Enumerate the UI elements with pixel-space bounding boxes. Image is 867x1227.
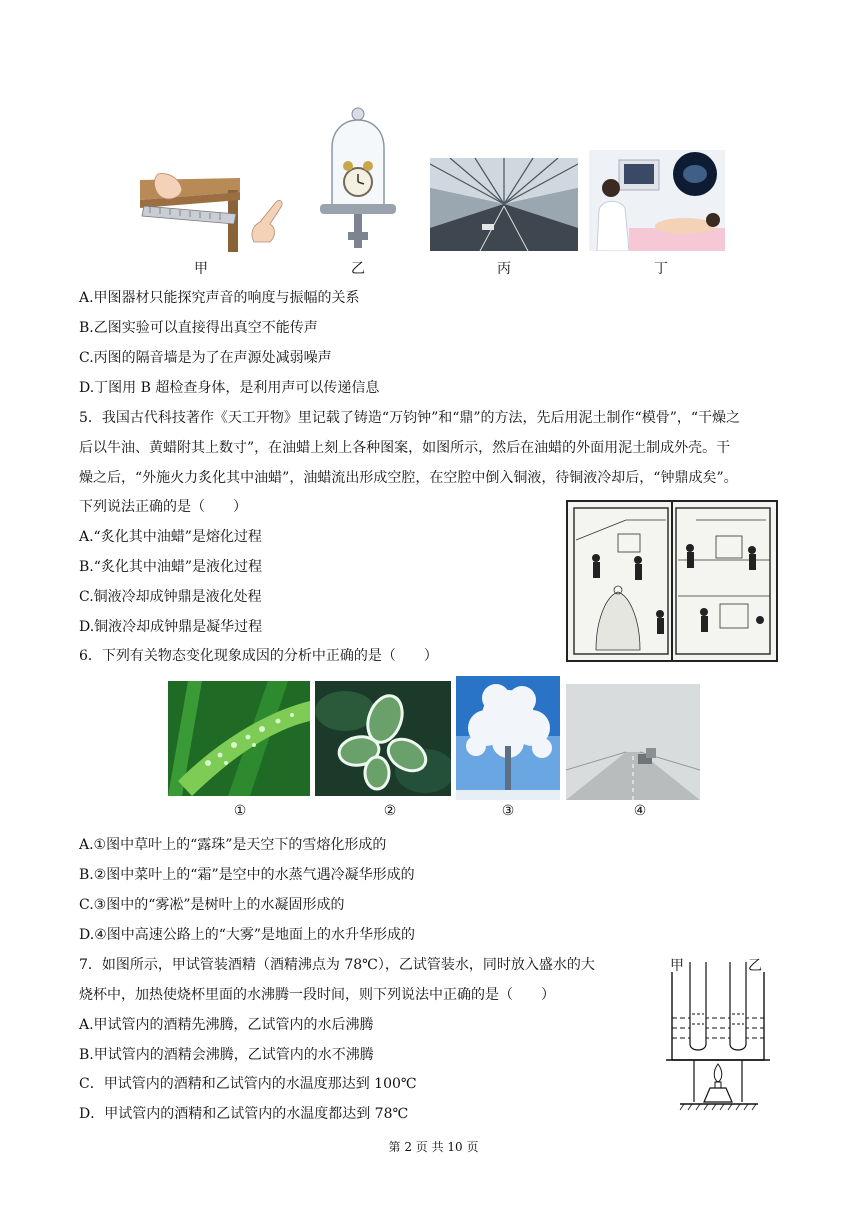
figure-caption: ③ <box>501 803 515 819</box>
q5-stem-line: 后以牛油、黄蜡附其上数寸”，在油蜡上刻上各种图案，如图所示，然后在油蜡的外面用泥土制成外壳。干 <box>79 440 731 456</box>
tube-label-jia: 甲 <box>670 958 684 974</box>
figure-caption: 丁 <box>654 261 668 277</box>
highway-fog-photo <box>566 684 700 800</box>
q5-option-d: D.铜液冷却成钟鼎是凝华过程 <box>79 619 263 635</box>
q6-option-c: C.③图中的“雾凇”是树叶上的水凝固形成的 <box>79 897 345 913</box>
q7-stem-line: 7．如图所示，甲试管装酒精（酒精沸点为 78℃），乙试管装水，同时放入盛水的大 <box>79 957 595 973</box>
figure-caption: ① <box>233 803 247 819</box>
figure-caption: ② <box>383 803 397 819</box>
tiangong-kaiwu-woodcut <box>566 500 778 662</box>
q5-stem-line: 燥之后，“外施火力炙化其中油蜡”，油蜡流出形成空腔，在空腔中倒入铜液，待铜液冷却后，“钟鼎成矣”。 <box>79 470 738 486</box>
q5-stem-line: 5．我国古代科技著作《天工开物》里记载了铸造“万钧钟”和“鼎”的方法，先后用泥土制作“模骨”，“干燥之 <box>79 410 741 426</box>
q4-option-d: D.丁图用 B 超检查身体，是利用声可以传递信息 <box>79 380 380 396</box>
q4-option-a: A.甲图器材只能探究声音的响度与振幅的关系 <box>79 290 360 306</box>
q7-stem-line: 烧杯中，加热使烧杯里面的水沸腾一段时间，则下列说法中正确的是（ ） <box>79 987 555 1003</box>
q5-option-a: A.“炙化其中油蜡”是熔化过程 <box>79 529 262 545</box>
rime-tree-photo <box>456 676 560 800</box>
q7-option-a: A.甲试管内的酒精先沸腾，乙试管内的水后沸腾 <box>79 1017 374 1033</box>
b-ultrasound-photo <box>589 150 725 251</box>
q7-option-d: D．甲试管内的酒精和乙试管内的水温度都达到 78℃ <box>79 1106 409 1122</box>
bell-jar-clock-image <box>318 106 398 256</box>
frost-on-leaves-photo <box>315 681 451 796</box>
q7-option-c: C．甲试管内的酒精和乙试管内的水温度那达到 100℃ <box>79 1076 417 1092</box>
page-footer: 第 2 页 共 10 页 <box>388 1140 479 1154</box>
q6-option-d: D.④图中高速公路上的“大雾”是地面上的水升华形成的 <box>79 927 416 943</box>
q5-option-c: C.铜液冷却成钟鼎是液化处程 <box>79 589 262 605</box>
figure-caption: ④ <box>633 803 647 819</box>
test-tubes-in-beaker-diagram <box>664 952 774 1118</box>
q6-option-b: B.②图中菜叶上的“霜”是空中的水蒸气遇冷凝华形成的 <box>79 867 415 883</box>
q5-option-b: B.“炙化其中油蜡”是液化过程 <box>79 559 263 575</box>
q5-stem-line: 下列说法正确的是（ ） <box>79 499 247 515</box>
finger-image <box>246 196 286 248</box>
q4-option-c: C.丙图的隔音墙是为了在声源处减弱噪声 <box>79 350 332 366</box>
q4-option-b: B.乙图实验可以直接得出真空不能传声 <box>79 320 318 336</box>
figure-caption: 乙 <box>351 261 365 277</box>
dew-on-grass-photo <box>168 681 310 796</box>
noise-barrier-photo <box>430 158 578 251</box>
figure-caption: 丙 <box>497 261 511 277</box>
ruler-on-table-image <box>140 170 245 252</box>
q6-stem: 6．下列有关物态变化现象成因的分析中正确的是（ ） <box>79 648 438 664</box>
figure-caption: 甲 <box>194 261 208 277</box>
q6-option-a: A.①图中草叶上的“露珠”是天空下的雪熔化形成的 <box>79 837 387 853</box>
tube-label-yi: 乙 <box>748 958 762 974</box>
q7-option-b: B.甲试管内的酒精会沸腾，乙试管内的水不沸腾 <box>79 1047 374 1063</box>
